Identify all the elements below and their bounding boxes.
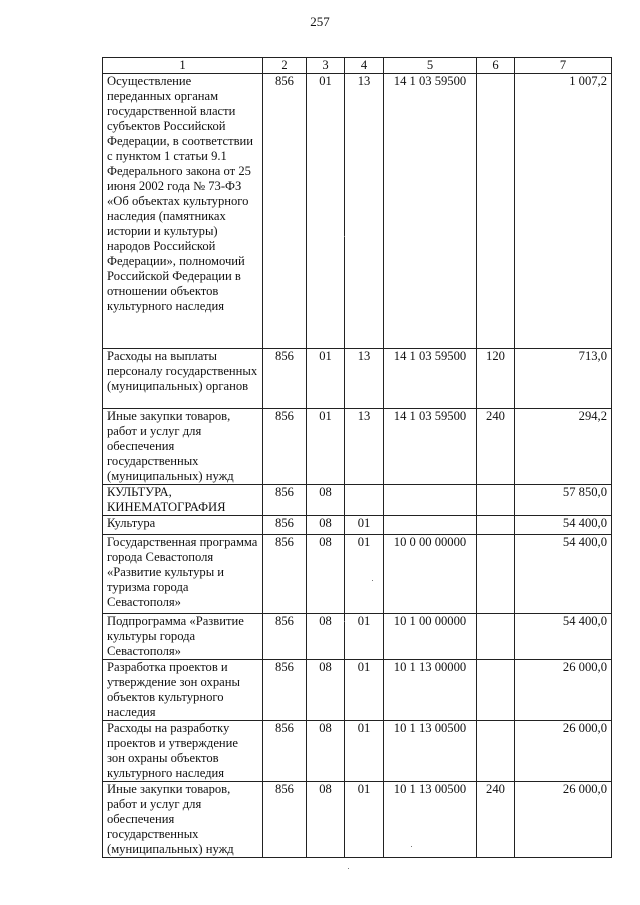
row-amount: 54 400,0 [515,516,612,535]
scan-speck [411,846,412,847]
row-subsection: 01 [345,782,384,858]
row-expense-type [477,74,515,349]
row-ministry: 856 [263,485,307,516]
header-target: 5 [384,58,477,74]
row-expense-type: 240 [477,409,515,485]
row-section: 08 [307,782,345,858]
row-name: КУЛЬТУРА, КИНЕМАТОГРАФИЯ [103,485,263,516]
row-expense-type [477,535,515,614]
table-header-row [103,58,612,74]
table-row [103,349,612,409]
row-section: 08 [307,721,345,782]
page-number: 257 [310,14,330,29]
row-subsection: 01 [345,721,384,782]
row-expense-type [477,721,515,782]
table-row [103,660,612,721]
row-subsection: 13 [345,74,384,349]
row-amount: 26 000,0 [515,660,612,721]
row-target: 10 1 13 00500 [384,721,477,782]
header-amount: 7 [515,58,612,74]
row-ministry: 856 [263,535,307,614]
header-expense-type: 6 [477,58,515,74]
table-row [103,516,612,535]
row-ministry: 856 [263,349,307,409]
table-row [103,409,612,485]
row-target: 10 1 13 00500 [384,782,477,858]
row-name: Расходы на разработку проектов и утверждение зон охраны объектов культурного наследия [103,721,263,782]
row-amount: 713,0 [515,349,612,409]
row-name: Осуществление переданных органам государственной власти субъектов Российской Федерации, в соответствии с пунктом 1 статьи 9.1 Федерального закона от 25 июня 2002 года № 73-ФЗ «Об объектах культурного наследия (памятниках истории и культуры) народов Российской Федерации», полномочий Российской Федерации в отношении объектов культурного наследия [103,74,263,349]
row-ministry: 856 [263,721,307,782]
row-expense-type [477,516,515,535]
row-ministry: 856 [263,660,307,721]
scan-speck [348,868,349,869]
row-subsection: 13 [345,409,384,485]
row-expense-type: 240 [477,782,515,858]
row-expense-type [477,660,515,721]
row-amount: 1 007,2 [515,74,612,349]
row-subsection: 01 [345,535,384,614]
row-target: 10 1 13 00000 [384,660,477,721]
table-row [103,535,612,614]
row-expense-type [477,485,515,516]
header-name: 1 [103,58,263,74]
row-amount: 294,2 [515,409,612,485]
row-amount: 26 000,0 [515,782,612,858]
row-section: 08 [307,516,345,535]
row-subsection: 01 [345,614,384,660]
row-target [384,516,477,535]
row-amount: 26 000,0 [515,721,612,782]
table-row [103,614,612,660]
scan-speck [372,580,373,581]
header-subsection: 4 [345,58,384,74]
row-name: Подпрограмма «Развитие культуры города Севастополя» [103,614,263,660]
scan-speck [344,621,345,622]
scan-speck [344,236,345,237]
header-section: 3 [307,58,345,74]
row-amount: 54 400,0 [515,614,612,660]
row-subsection: 01 [345,516,384,535]
row-amount: 57 850,0 [515,485,612,516]
header-ministry: 2 [263,58,307,74]
row-target [384,485,477,516]
row-subsection [345,485,384,516]
row-section: 01 [307,74,345,349]
row-section: 08 [307,535,345,614]
table-row [103,721,612,782]
table-row [103,74,612,349]
row-expense-type: 120 [477,349,515,409]
row-name: Расходы на выплаты персоналу государственных (муниципальных) органов [103,349,263,409]
row-target: 14 1 03 59500 [384,74,477,349]
row-subsection: 01 [345,660,384,721]
row-target: 14 1 03 59500 [384,349,477,409]
row-ministry: 856 [263,614,307,660]
row-name: Культура [103,516,263,535]
row-subsection: 13 [345,349,384,409]
table-row [103,782,612,858]
budget-table [102,57,612,858]
row-section: 01 [307,349,345,409]
row-ministry: 856 [263,516,307,535]
row-name: Разработка проектов и утверждение зон охраны объектов культурного наследия [103,660,263,721]
row-amount: 54 400,0 [515,535,612,614]
row-section: 08 [307,660,345,721]
row-name: Иные закупки товаров, работ и услуг для обеспечения государственных (муниципальных) нужд [103,409,263,485]
row-section: 01 [307,409,345,485]
row-section: 08 [307,485,345,516]
table-row [103,485,612,516]
row-expense-type [477,614,515,660]
row-target: 10 1 00 00000 [384,614,477,660]
row-ministry: 856 [263,409,307,485]
row-target: 14 1 03 59500 [384,409,477,485]
row-target: 10 0 00 00000 [384,535,477,614]
row-section: 08 [307,614,345,660]
row-name: Государственная программа города Севастополя «Развитие культуры и туризма города Севастополя» [103,535,263,614]
row-name: Иные закупки товаров, работ и услуг для обеспечения государственных (муниципальных) нужд [103,782,263,858]
row-ministry: 856 [263,74,307,349]
row-ministry: 856 [263,782,307,858]
